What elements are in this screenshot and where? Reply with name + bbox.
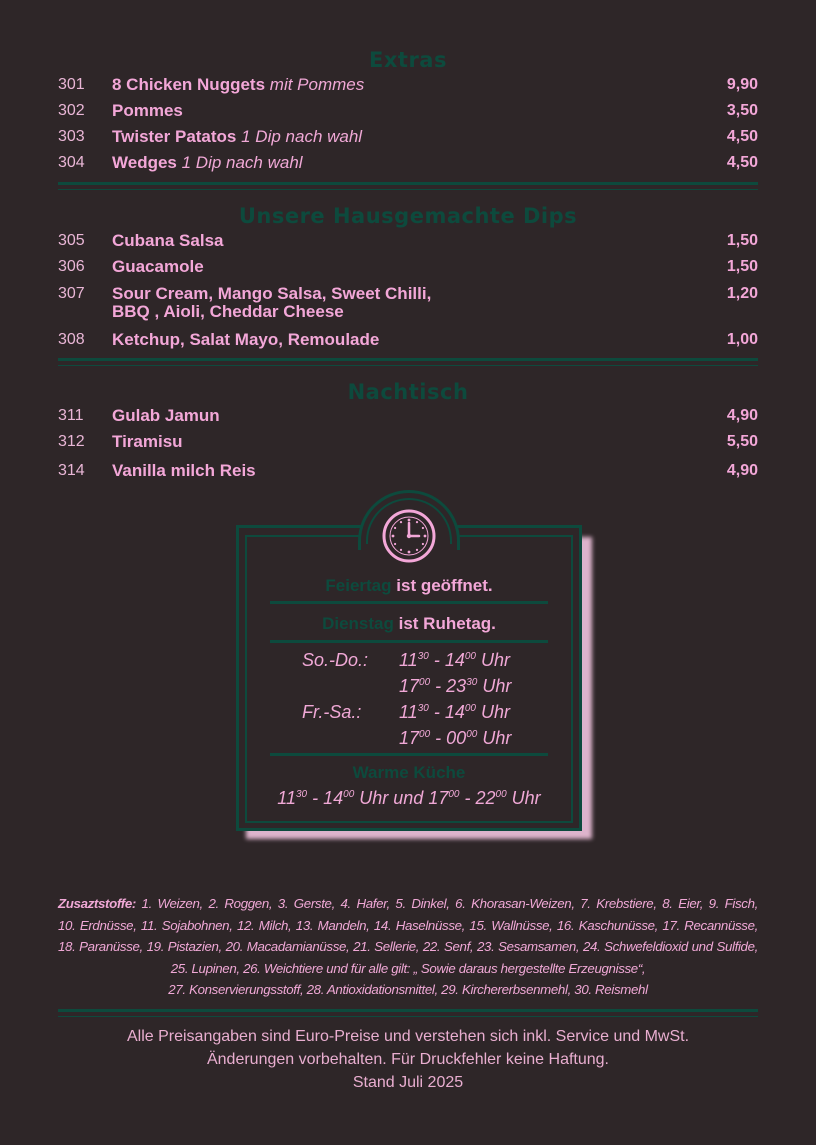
item-price: 4,90 (726, 407, 758, 424)
item-number: 303 (58, 128, 85, 145)
item-price: 4,50 (726, 154, 758, 171)
item-number: 305 (58, 232, 85, 249)
section-divider (58, 182, 758, 185)
item-number: 301 (58, 76, 85, 93)
item-name-line2: BBQ , Aioli, Cheddar Cheese (112, 302, 344, 321)
rest-day: Dienstag (322, 614, 394, 633)
section-divider (58, 365, 758, 366)
allergen-line: Zusaztstoffe: 1. Weizen, 2. Roggen, 3. Gerste, 4. Hafer, 5. Dinkel, 6. Khorasan-Weizen, 7. Krebstiere, 8. Eier, 9. Fisch, (58, 896, 758, 911)
schedule-time: $17^{00} - 23^{30}$ Uhr (399, 676, 512, 696)
item-name: Vanilla milch Reis (112, 461, 256, 480)
section-divider (58, 189, 758, 190)
section-title-dips: Unsere Hausgemachte Dips (238, 204, 578, 228)
section-title-extras: Extras (369, 48, 447, 72)
item-price: 1,50 (726, 232, 758, 249)
hours-divider (270, 753, 548, 756)
schedule-time: $11^{30} - 14^{00}$ Uhr (399, 702, 510, 722)
allergen-line: 27. Konservierungsstoff, 28. Antioxidationsmittel, 29. Kirchererbsenmehl, 30. Reismehl (168, 982, 648, 997)
item-name: Tiramisu (112, 432, 183, 451)
schedule-time: $11^{30} - 14^{00}$ Uhr (399, 650, 510, 670)
item-price: 1,20 (726, 285, 758, 302)
item-number: 306 (58, 258, 85, 275)
item-name: 8 Chicken Nuggets mit Pommes (112, 75, 365, 94)
rest-day-text: ist Ruhetag. (398, 614, 496, 633)
allergen-label: Zusaztstoffe: (58, 896, 136, 911)
footer-divider (58, 1016, 758, 1017)
allergen-line: 18. Paranüsse, 19. Pistazien, 20. Macadamianüsse, 21. Sellerie, 22. Senf, 23. Sesamsamen, 24. Schwefeldioxid und Sulfide, (58, 939, 758, 954)
item-price: 1,50 (726, 258, 758, 275)
holiday-note (245, 576, 573, 596)
footer-divider (58, 1009, 758, 1012)
item-name: Cubana Salsa (112, 231, 224, 250)
hours-divider (270, 640, 548, 643)
kitchen-hours: $11^{30} - 14^{00}$ Uhr und $17^{00} - 22^{00}$ Uhr (277, 788, 541, 808)
item-description: 1 Dip nach wahl (241, 127, 363, 146)
allergen-notice (58, 893, 758, 1001)
item-number: 308 (58, 331, 85, 348)
item-number: 302 (58, 102, 85, 119)
item-number: 314 (58, 462, 85, 479)
item-number: 307 (58, 285, 85, 302)
section-divider (58, 358, 758, 361)
item-price: 3,50 (726, 102, 758, 119)
item-price: 4,90 (726, 462, 758, 479)
allergen-line: 25. Lupinen, 26. Weichtiere und für alle gilt: „ Sowie daraus hergestellte Erzeugnisse“, (170, 960, 646, 976)
kitchen-title: Warme Küche (352, 763, 466, 782)
rest-day-note (245, 614, 573, 634)
section-title-dessert: Nachtisch (347, 380, 469, 404)
allergen-line: 10. Erdnüsse, 11. Sojabohnen, 12. Milch, 13. Mandeln, 14. Haselnüsse, 15. Wallnüsse, 16. Kaschunüsse, 17. Recannüsse, (58, 917, 758, 933)
price-notice (0, 1025, 816, 1094)
item-name: Twister Patatos 1 Dip nach wahl (112, 127, 363, 146)
schedule-days: Fr.-Sa.: (302, 702, 362, 722)
item-number: 312 (58, 433, 85, 450)
item-price: 9,90 (726, 76, 758, 93)
hours-divider (270, 601, 548, 604)
item-description: mit Pommes (269, 75, 365, 94)
item-name (112, 285, 431, 321)
item-price: 5,50 (726, 433, 758, 450)
item-name: Gulab Jamun (112, 406, 220, 425)
footer-line: Stand Juli 2025 (352, 1074, 464, 1091)
schedule-days: So.-Do.: (302, 650, 369, 670)
item-price: 4,50 (726, 128, 758, 145)
item-name: Pommes (112, 101, 183, 120)
footer-line: Alle Preisangaben sind Euro-Preise und verstehen sich inkl. Service und MwSt. (126, 1028, 690, 1045)
item-description: 1 Dip nach wahl (181, 153, 303, 172)
item-name-line1: Sour Cream, Mango Salsa, Sweet Chilli, (112, 284, 432, 303)
item-number: 311 (58, 407, 84, 424)
item-name: Guacamole (112, 257, 204, 276)
clock-icon (381, 508, 437, 564)
item-name: Wedges 1 Dip nach wahl (112, 153, 303, 172)
schedule-time: $17^{00} - 00^{00}$ Uhr (399, 728, 512, 748)
item-price: 1,00 (726, 331, 758, 348)
holiday-day: Feiertag (325, 576, 392, 595)
item-name: Ketchup, Salat Mayo, Remoulade (112, 330, 380, 349)
item-number: 304 (58, 154, 85, 171)
holiday-text: ist geöffnet. (396, 576, 493, 595)
footer-line: Änderungen vorbehalten. Für Druckfehler keine Haftung. (206, 1051, 609, 1068)
